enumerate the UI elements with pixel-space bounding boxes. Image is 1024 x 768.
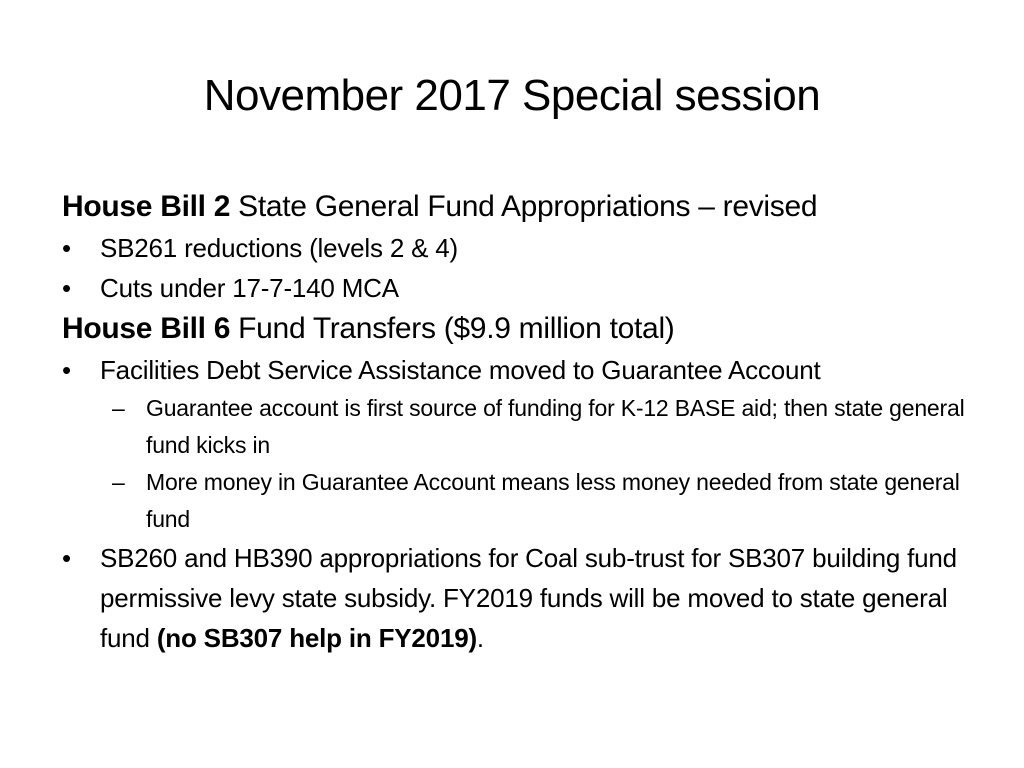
bullet-list-house-bill-6-continued	[62, 538, 982, 658]
bullet-list-house-bill-6	[62, 350, 982, 390]
bullet-text: Facilities Debt Service Assistance moved to Guarantee Account	[100, 355, 821, 385]
heading-bold: House Bill 6	[62, 312, 231, 345]
dash-icon: –	[112, 469, 125, 495]
bullet-text: Cuts under 17-7-140 MCA	[100, 273, 399, 303]
bullet-icon: •	[62, 233, 71, 263]
bullet-text: SB261 reductions (levels 2 & 4)	[100, 233, 458, 263]
heading-text: State General Fund Appropriations – revised	[230, 190, 818, 223]
sub-bullet-text: More money in Guarantee Account means less money needed from state general fund	[146, 469, 960, 532]
list-item	[62, 228, 982, 268]
section-heading-house-bill-6	[62, 308, 982, 350]
heading-text: Fund Transfers ($9.9 million total)	[230, 312, 675, 345]
bullet-icon: •	[62, 273, 71, 303]
bullet-bold-text: (no SB307 help in FY2019)	[156, 623, 477, 653]
sub-bullet-text: Guarantee account is first source of funding for K-12 BASE aid; then state general fund kicks in	[146, 395, 965, 458]
list-item	[62, 350, 982, 390]
bullet-text: SB260 and HB390 appropriations for Coal sub-trust for SB307 building fund permissive levy state subsidy. FY2019 funds will be moved to state general fund	[100, 543, 957, 653]
heading-bold: House Bill 2	[62, 190, 231, 223]
dash-icon: –	[112, 395, 125, 421]
sub-bullet-list	[62, 390, 982, 538]
bullet-icon: •	[62, 543, 71, 573]
slide-title: November 2017 Special session	[203, 71, 821, 120]
section-heading-house-bill-2	[62, 186, 982, 228]
bullet-list-house-bill-2	[62, 228, 982, 308]
list-item	[62, 268, 982, 308]
bullet-end-text: .	[476, 623, 484, 653]
sub-list-item	[62, 390, 982, 464]
sub-list-item	[62, 464, 982, 538]
bullet-icon: •	[62, 355, 71, 385]
list-item	[62, 538, 982, 658]
slide-content	[62, 186, 982, 658]
